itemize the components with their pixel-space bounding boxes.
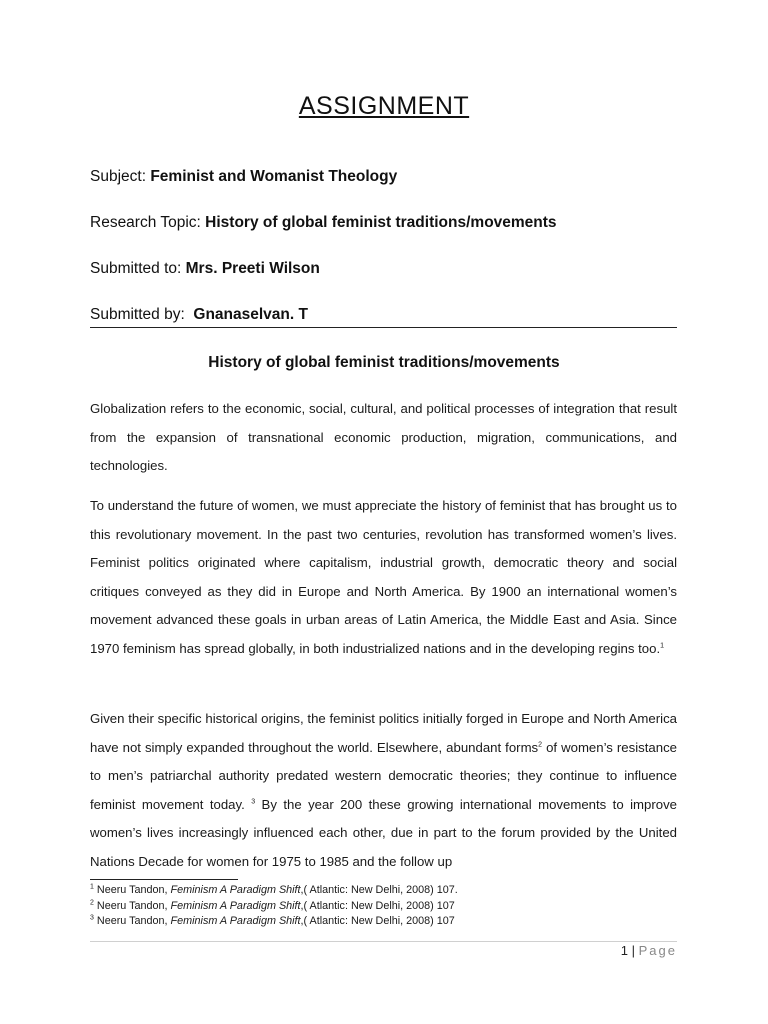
footnote-author: Neeru Tandon,	[96, 915, 168, 927]
footnote-ref-2[interactable]: 2	[538, 741, 543, 749]
footnote-2	[90, 900, 455, 912]
research-topic-value: History of global feminist traditions/movements	[205, 214, 557, 231]
submitted-to-line	[90, 260, 320, 278]
submitted-by-label: Submitted by:	[90, 306, 185, 323]
paragraph-globalization: Globalization refers to the economic, social, cultural, and political processes of integration that result from the expansion of transnational economic production, migration, communications, and technologies.	[90, 401, 677, 473]
footnote-number: 3	[90, 914, 94, 922]
header-divider	[90, 327, 677, 328]
footnote-publication: ,( Atlantic: New Delhi, 2008) 107.	[300, 884, 458, 896]
page-footer	[621, 943, 677, 958]
subject-label: Subject:	[90, 168, 147, 185]
footnote-1	[90, 884, 458, 896]
submitted-by-value: Gnanaselvan. T	[193, 306, 308, 323]
document-title: ASSIGNMENT	[298, 92, 470, 120]
footnote-publication: ,( Atlantic: New Delhi, 2008) 107	[300, 900, 455, 912]
section-heading: History of global feminist traditions/movements	[208, 354, 560, 371]
paragraph-history	[90, 492, 677, 663]
submitted-to-label: Submitted to:	[90, 260, 182, 277]
footnote-number: 2	[90, 899, 94, 907]
footnote-book-title: Feminism A Paradigm Shift	[170, 884, 301, 896]
page-label: Page	[638, 943, 677, 958]
paragraph-origins-text-b: of women’s resistance to men’s patriarchal authority predated western democratic theories; they continue to influence feminist movement today.	[90, 739, 678, 812]
page-number: 1	[620, 943, 628, 958]
footnote-publication: ,( Atlantic: New Delhi, 2008) 107	[300, 915, 455, 927]
research-topic-label: Research Topic:	[90, 214, 201, 231]
submitted-by-line	[90, 306, 308, 324]
paragraph-history-text: To understand the future of women, we must appreciate the history of feminist that has brought us to this revolutionary movement. In the past two centuries, revolution has transformed women’s lives. Feminist politics originated where capitalism, industrial growth, democratic theory and social critiques conveyed as they did in Europe and North America. By 1900 an international women’s movement advanced these goals in urban areas of Latin America, the Middle East and Asia. Since 1970 feminism has spread globally, in both industrialized nations and in the developing regins too.	[90, 498, 677, 656]
paragraph-origins-text-c: By the year 200 these growing international movements to improve women’s lives increasingly influenced each other, due in part to the forum provided by the United Nations Decade for women for 1975 to 1985 and the follow up	[90, 796, 678, 869]
submitted-to-value: Mrs. Preeti Wilson	[185, 260, 320, 277]
footnote-separator	[90, 879, 238, 880]
footnote-book-title: Feminism A Paradigm Shift	[170, 900, 301, 912]
paragraph-origins	[90, 705, 677, 876]
research-topic-line	[90, 214, 557, 232]
page-separator: |	[631, 943, 635, 958]
footnote-3	[90, 915, 455, 927]
footnote-author: Neeru Tandon,	[96, 884, 168, 896]
paragraph-origins-text-a: Given their specific historical origins, the feminist politics initially forged in Europe and North America have not simply expanded throughout the world. Elsewhere, abundant forms	[90, 711, 677, 755]
subject-value: Feminist and Womanist Theology	[150, 168, 398, 185]
footer-divider	[90, 941, 677, 942]
subject-line	[90, 168, 397, 186]
footnote-book-title: Feminism A Paradigm Shift	[170, 915, 301, 927]
footnote-author: Neeru Tandon,	[96, 900, 168, 912]
footnote-ref-1[interactable]: 1	[660, 642, 665, 650]
footnote-number: 1	[90, 883, 94, 891]
footnote-ref-3[interactable]: 3	[251, 798, 256, 806]
